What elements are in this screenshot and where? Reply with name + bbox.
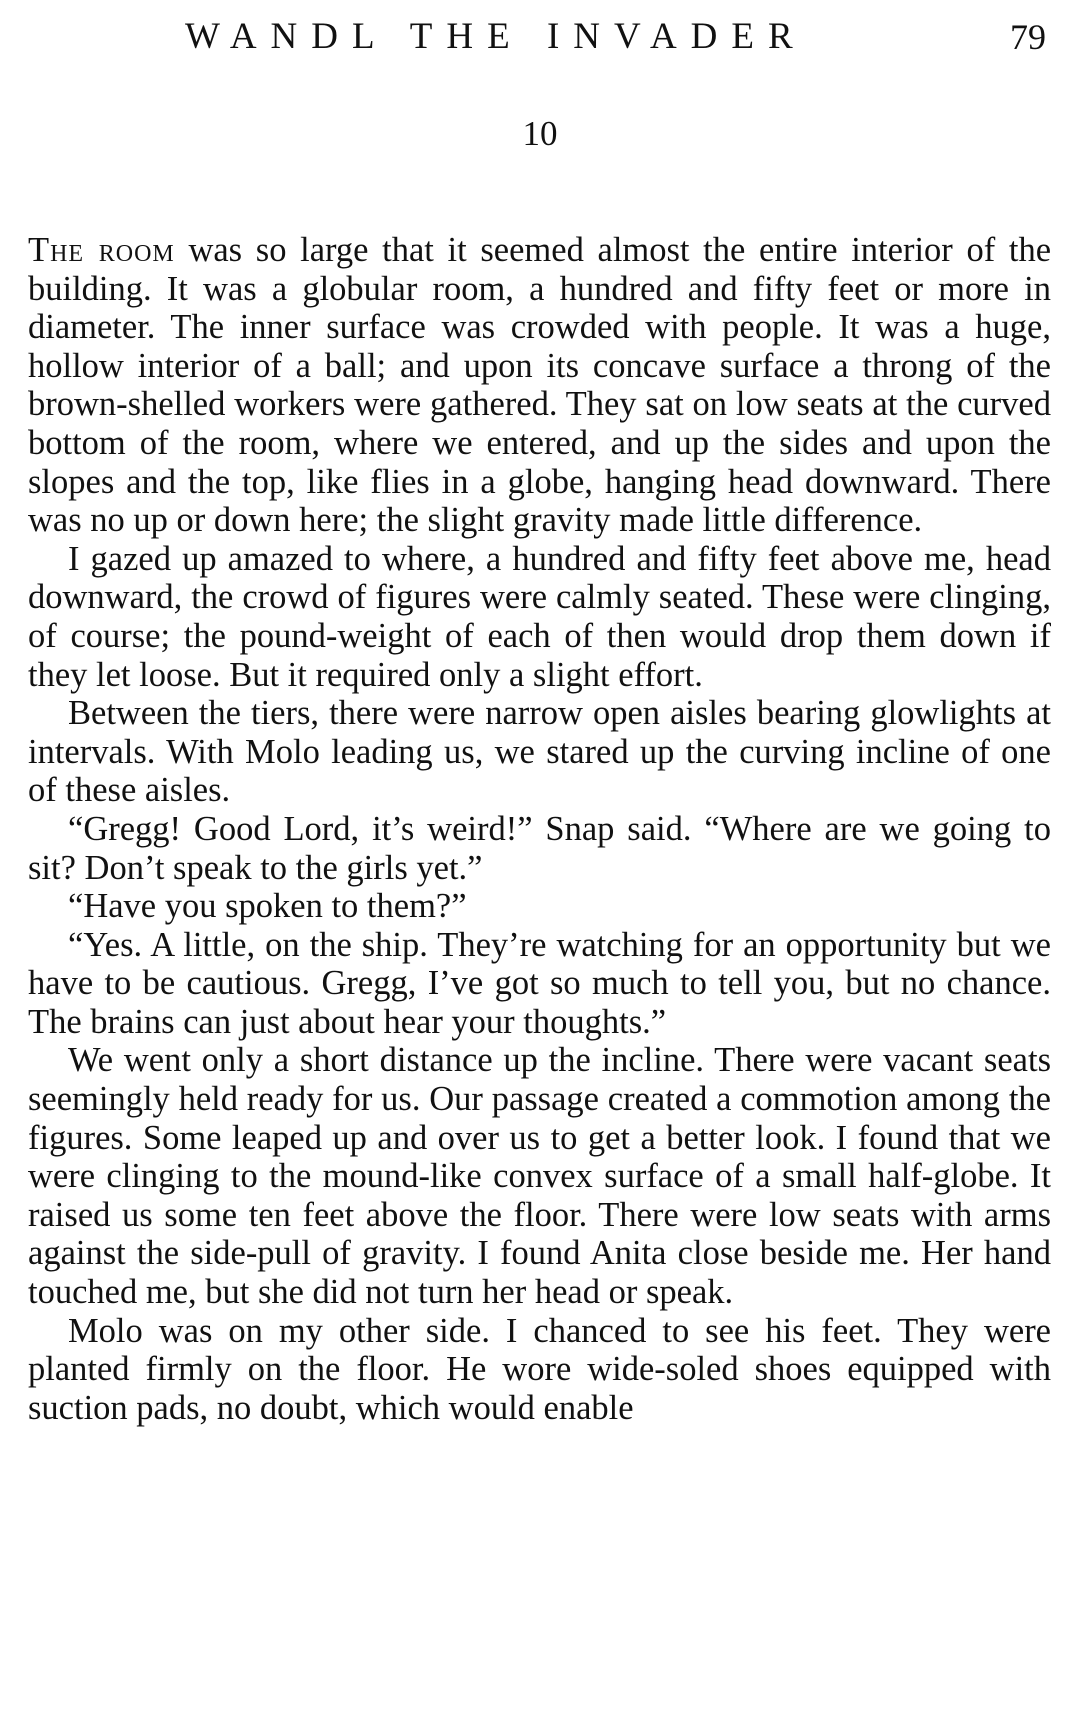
paragraph: “Have you spoken to them?” (68, 887, 467, 926)
paragraph-lead-smallcaps: The room (28, 231, 175, 269)
chapter-number: 10 (522, 114, 558, 153)
paragraph: I gazed up amazed to where, a hundred and fifty feet above me, head downward, the crowd of figures were calmly seated. These were clinging, of course; the pound-weight of each of then would drop them down if they let loose. But it required only a slight effort. (28, 539, 1051, 694)
paragraph-text: was so large that it seemed almost the entire interior of the building. It was a globular room, a hundred and fifty feet or more in diameter. The inner surface was crowded with people. It was a huge, hollow interior of a ball; and upon its concave surface a throng of the brown-shelled workers were gathered. They sat on low seats at the curved bottom of the room, where we entered, and up the sides and upon the slopes and the top, like flies in a globe, hanging head downward. There was no up or down here; the slight gravity made little difference. (28, 231, 1052, 540)
paragraph: “Gregg! Good Lord, it’s weird!” Snap said. “Where are we going to sit? Don’t speak to the girls yet.” (28, 809, 1051, 887)
paragraph: Molo was on my other side. I chanced to see his feet. They were planted firmly on the floor. He wore wide-soled shoes equipped with suction pads, no doubt, which would enable (28, 1311, 1051, 1427)
running-title: WANDL THE INVADER (185, 16, 807, 57)
paragraph (28, 231, 1051, 540)
paragraph: We went only a short distance up the incline. There were vacant seats seemingly held ready for us. Our passage created a commotion among the figures. Some leaped up and over us to get a better look. I found that we were clinging to the mound-like convex surface of a small half-globe. It raised us some ten feet above the floor. There were low seats with arms against the side-pull of gravity. I found Anita close beside me. Her hand touched me, but she did not turn her head or speak. (28, 1041, 1051, 1312)
chapter-body (28, 231, 1051, 1427)
running-head (0, 12, 1080, 62)
paragraph: Between the tiers, there were narrow open aisles bearing glowlights at intervals. With Molo leading us, we stared up the curving incline of one of these aisles. (28, 694, 1051, 810)
paragraph: “Yes. A little, on the ship. They’re watching for an opportunity but we have to be cautious. Gregg, I’ve got so much to tell you, but no chance. The brains can just about hear your thoughts.” (28, 925, 1051, 1041)
page-number: 79 (1010, 17, 1046, 57)
